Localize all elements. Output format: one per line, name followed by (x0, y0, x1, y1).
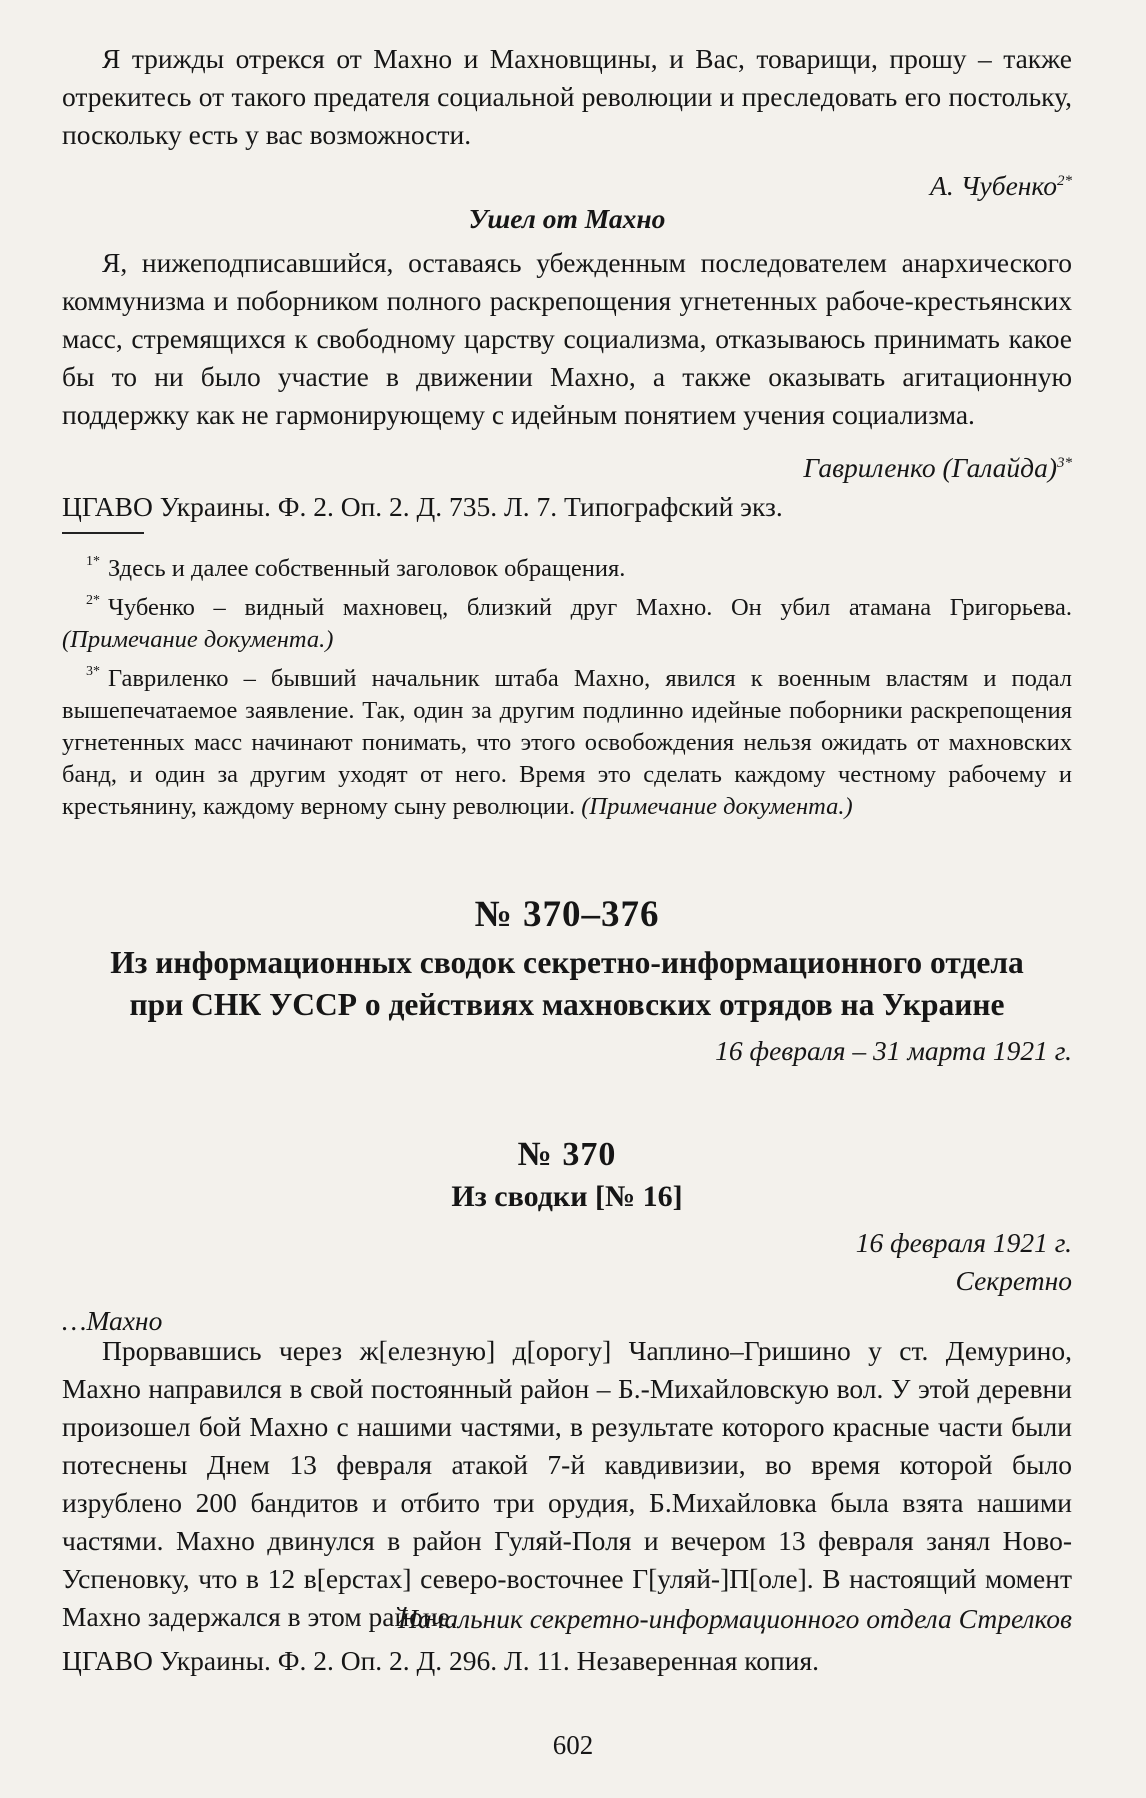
document-370-paragraph: Прорвавшись через ж[елезную] д[орогу] Чаплино–Гришино у ст. Демурино, Махно направился в свой постоянный район – Б.-Михайловскую вол. У этой деревни произошел бой Махно с нашими частями, в результате которого красные части были потеснены Днем 13 февраля атакой 7-й кавдивизии, во время которой было изрублено 200 бандитов и отбито три орудия, Б.Михайловка была взята нашими частями. Махно двинулся в район Гуляй-Поля и вечером 13 февраля занял Ново-Успеновку, что в 12 в[ерстах] северо-восточнее Г[уляй-]П[оле]. В настоящий момент Махно задержался в этом районе. (62, 1335, 1072, 1632)
footnote-2: $^{2*}$ Чубенко – видный махновец, близкий друг Махно. Он убил атамана Григорьева. (Примечание документа.) (62, 593, 1072, 654)
document-370-date: 16 февраля 1921 г. (855, 1227, 1072, 1258)
document-370 (62, 1136, 1072, 1214)
document-370-signature: Начальник секретно-информационного отдела Стрелков (398, 1603, 1072, 1634)
gavrilenko-paragraph: Я, нижеподписавшийся, оставаясь убежденным последователем анархического коммунизма и поборником полного раскрепощения угнетенных рабоче-крестьянских масс, стремящихся к свободному царству социализма, отказываюсь принимать какое бы то ни было участие в движении Махно, а также оказывать агитационную поддержку как не гармонирующему с идейным понятием учения социализма. (62, 247, 1072, 430)
intro-block (62, 40, 1072, 205)
signature-gavrilenko: Гавриленко (Галайда)$^{3*}$ (803, 452, 1072, 484)
footnote-rule (62, 532, 144, 534)
page-number: 602 (552, 1730, 594, 1760)
document-group-number: № 370–376 (474, 894, 660, 935)
footnote-3: $^{3*}$ Гавриленко – бывший начальник штаба Махно, явился к военным властям и подал вышепечатаемое заявление. Так, один за другим подлинно идейные поборники раскрепощения угнетенных масс начинают понимать, что этого освобождения нельзя ожидать от махновских банд, и один за другим уходят от него. Время это сделать каждому честному рабочему и крестьянину, каждому верному сыну революции. (Примечание документа.) (62, 664, 1072, 821)
section-heading: Ушел от Махно (468, 203, 666, 234)
document-370-section-label: …Махно (62, 1305, 163, 1336)
source-citation-1: ЦГАВО Украины. Ф. 2. Оп. 2. Д. 735. Л. 7. Типографский экз. (62, 491, 783, 522)
document-370-subtitle: Из сводки [№ 16] (451, 1180, 683, 1213)
signature-chubenko: А. Чубенко$^{2*}$ (930, 170, 1072, 202)
document-370-number: № 370 (517, 1136, 617, 1173)
document-group-title-1: Из информационных сводок секретно-информационного отдела (110, 945, 1024, 980)
document-370-classification: Секретно (955, 1265, 1072, 1296)
intro-paragraph: Я трижды отрекся от Махно и Махновщины, и Вас, товарищи, прошу – также отрекитесь от такого предателя социальной революции и преследовать его постольку, поскольку есть у вас возможности. (62, 43, 1072, 150)
document-370-meta (62, 1224, 1072, 1340)
document-370-source: ЦГАВО Украины. Ф. 2. Оп. 2. Д. 296. Л. 11. Незаверенная копия. (62, 1645, 819, 1676)
document-group-heading (62, 893, 1072, 1070)
document-group-dates: 16 февраля – 31 марта 1921 г. (715, 1035, 1072, 1066)
footnotes (62, 548, 1072, 823)
document-370-signature-block (62, 1600, 1072, 1680)
gavrilenko-section (62, 200, 1072, 487)
footnote-1: $^{1*}$ Здесь и далее собственный заголовок обращения. (86, 554, 626, 583)
document-370-body (62, 1332, 1072, 1636)
document-group-title-2: при СНК УССР о действиях махновских отрядов на Украине (129, 987, 1005, 1022)
